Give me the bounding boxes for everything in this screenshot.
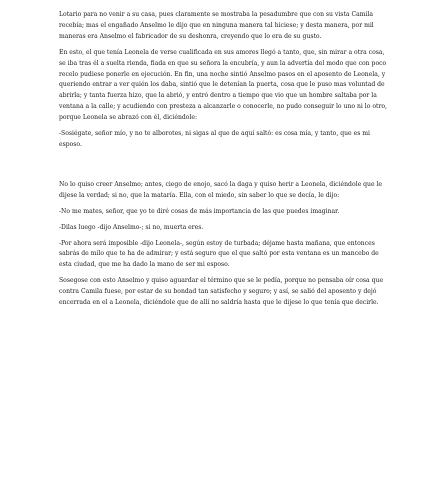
paragraph-1: Lotario para no venir a su casa, pues claramente se mostraba la pesadumbre que con su vista Camila recebía; mas el engañado Anselmo le dijo que en ninguna manera tal hiciese; y desta manera, por mil maneras era Anselmo el fabricador de su deshonra, creyendo que lo era de su gusto. — [59, 11, 374, 40]
paragraph-5: -No me mates, señor, que yo te diré cosas de más importancia de las que puedes imaginar. — [59, 207, 340, 215]
paragraph-8: Sosegose con esto Anselmo y quiso aguardar el término que se le pedía, porque no pensaba oír cosa que contra Camila fuese, por estar de su bondad tan satisfecho y seguro; y así, se salió del aposento y dejó encerrada en el a Leonela, diciéndole que de allí no saldría hasta que le dijese lo que tenía que decirle. — [59, 277, 384, 307]
paragraph-7: -Por ahora será imposible -dijo Leonela-, según estoy de turbada; déjame hasta mañana, que entonces sabrás de mílo que te ha de admirar; y está seguro que el que saltó por esta ventana es un mancebo de esta ciudad, que me ha dado la mano de ser mi esposo. — [59, 239, 379, 269]
paragraph-6: -Dilas luego -dijo Anselmo-; si no, muerta eres. — [59, 223, 204, 231]
section-gap — [59, 156, 393, 180]
paragraph-2: En esto, el que tenía Leonela de verse cualificada en sus amores llegó a tanto, que, sin mirar a otra cosa, se iba tras él a suelta rienda, fiada en que su señora la encubría, y aun la advertía del modo que con poco recelo pudiese ponerle en ejecución. En fin, una noche sintió Anselmo pasos en el aposento de Leonela, y queriendo entrar a ver quién los daba, sintió que le detenían la puerta, cosa que le puso mas voluntad de abrirla; y tanta fuerza hizo, que la abrió, y entró dentro a tiempo que vio que un hombre saltaba por la ventana a la calle; y acudiendo con presteza a alcanzarle o conocerle, no pudo conseguir lo uno ni lo otro, porque Leonela se abrazó con él, diciéndole: — [59, 48, 387, 122]
paragraph-3: -Sosiégate, señor mío, y no te alborotes, ni sigas al que de aquí saltó: es cosa mía, y tanto, que es mi esposo. — [59, 130, 370, 148]
paragraph-4: No lo quiso creer Anselmo; antes, ciego de enojo, sacó la daga y quiso herir a Leonela, diciéndole que le dijese la verdad; si no, que la mataría. Ella, con el miedo, sin saber lo que se decía, le dijo: — [59, 180, 383, 199]
document-page — [59, 10, 393, 314]
